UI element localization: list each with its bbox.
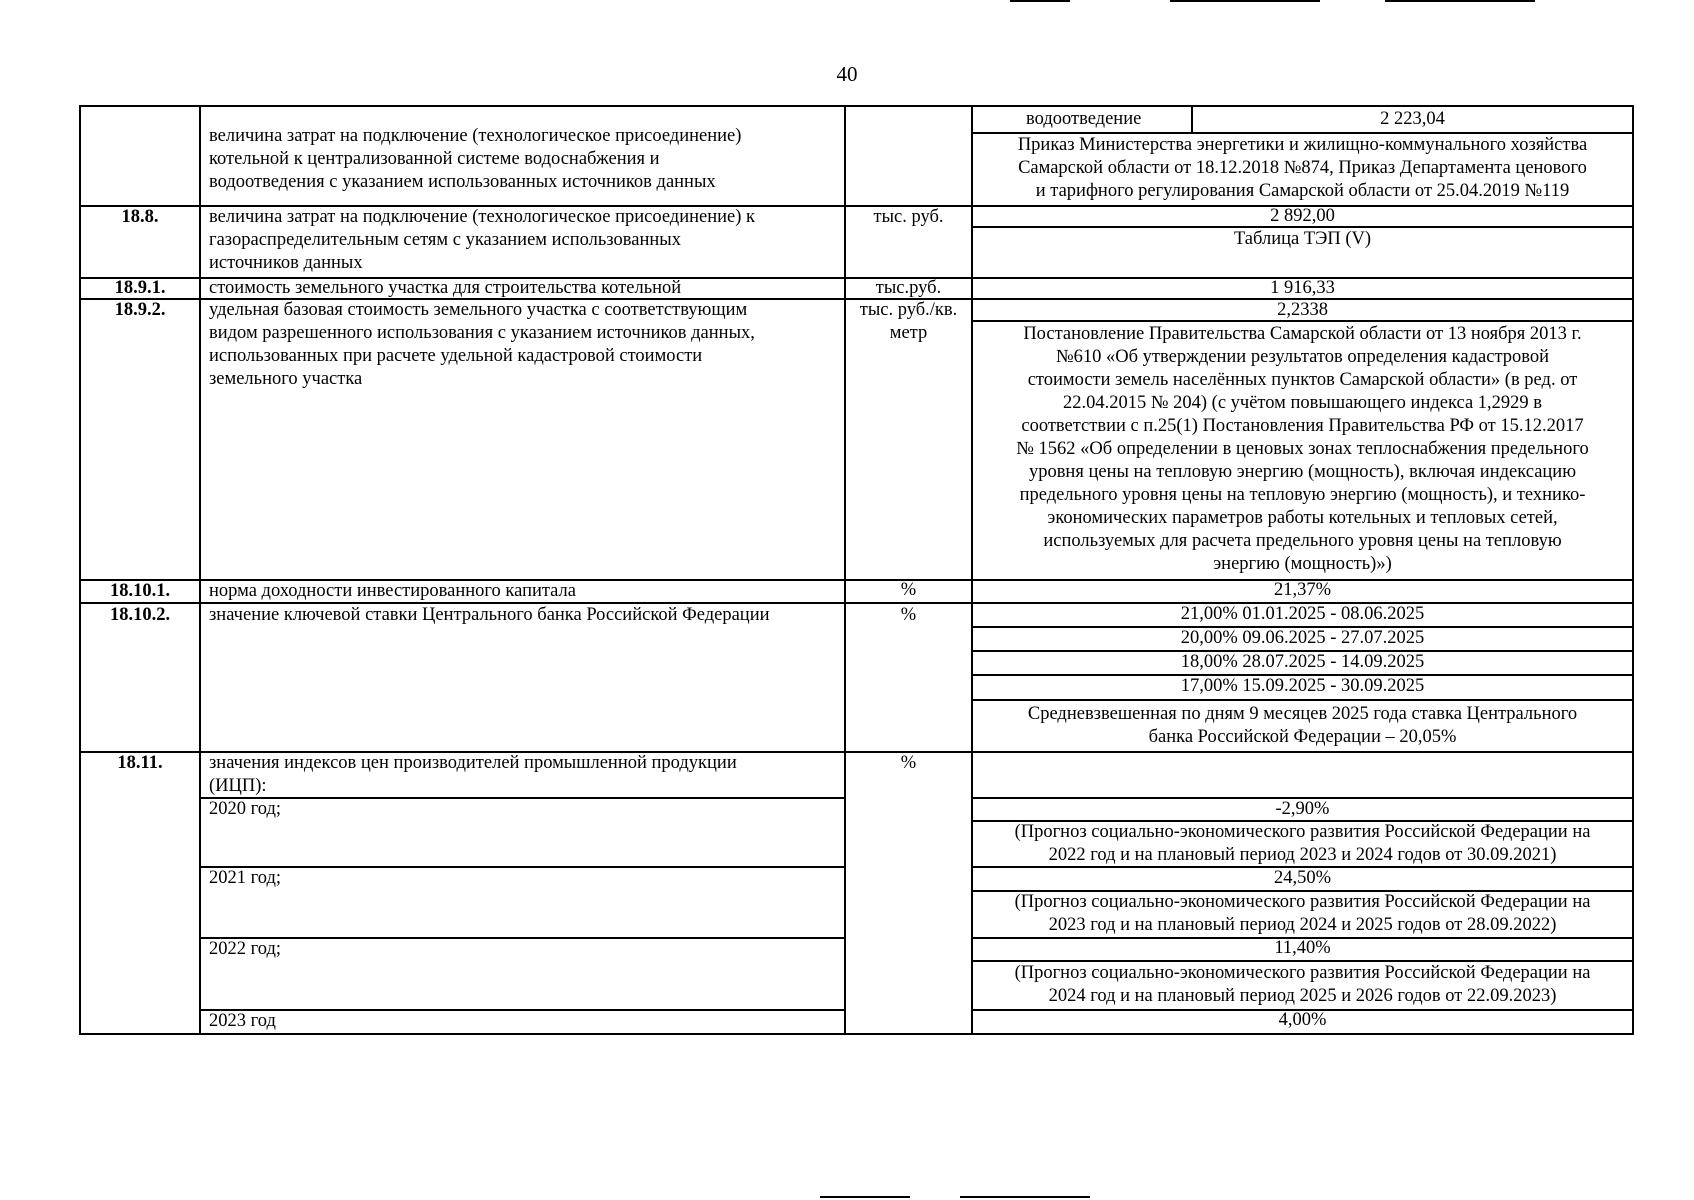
cell-separator [199,937,844,939]
unit: % [900,580,917,600]
year-value: 4,00% [1278,1010,1327,1030]
row-description: использованных при расчете удельной кадастровой стоимости [209,346,703,366]
source-text: и тарифного регулирования Самарской области от 25.04.2019 №119 [1035,181,1570,201]
scan-artifact [1010,0,1070,2]
source-text: уровня цены на тепловую энергию (мощность), включая индексацию [1028,462,1577,482]
unit: тыс. руб. [873,207,944,227]
row-description: видом разрешенного использования с указанием источников данных, [209,323,755,343]
rate-summary: банка Российской Федерации – 20,05% [1148,727,1457,747]
source-text: Приказ Министерства энергетики и жилищно-коммунального хозяйства [1017,135,1588,155]
row-description: водоотведения с указанием использованных источников данных [209,172,716,192]
source-text: стоимости земель населённых пунктов Самарской области» (в ред. от [1027,370,1578,390]
rate-value: 20,00% 09.06.2025 - 27.07.2025 [1180,628,1425,648]
row-number: 18.11. [117,753,163,773]
row-description: газораспределительным сетям с указанием использованных [209,230,681,250]
unit: % [900,753,917,773]
scan-artifact [960,1196,1090,1198]
cell-separator [199,797,844,799]
row-description: котельной к централизованной системе водоснабжения и [209,149,660,169]
row-description: значение ключевой ставки Центрального банка Российской Федерации [209,605,770,625]
row-description: удельная базовая стоимость земельного участка с соответствующим [209,300,748,320]
year-label: 2022 год; [209,939,282,959]
rate-value: 17,00% 15.09.2025 - 30.09.2025 [1180,676,1425,696]
source-text: экономических параметров работы котельных и тепловых сетей, [1047,508,1558,528]
year-source: (Прогноз социально-экономического развития Российской Федерации на [1014,963,1591,983]
source-text: используемых для расчета предельного уровня цены на тепловую [1043,531,1562,551]
unit: тыс. руб./кв. [859,300,958,320]
source-text: № 1562 «Об определении в ценовых зонах теплоснабжения предельного [1016,439,1589,459]
value: 2 892,00 [1270,206,1335,226]
year-value: 24,50% [1273,868,1332,888]
scan-artifact [1385,0,1535,2]
year-source: (Прогноз социально-экономического развития Российской Федерации на [1014,822,1591,842]
source-text: энергию (мощность)») [1213,554,1392,574]
year-value: 11,40% [1274,938,1331,958]
row-number: 18.9.2. [114,300,166,320]
rate-summary: Средневзвешенная по дням 9 месяцев 2025 года ставка Центрального [1027,704,1578,724]
source-text: Постановление Правительства Самарской области от 13 ноября 2013 г. [1023,324,1582,344]
value: 2,2338 [1277,300,1328,320]
source-text: Самарской области от 18.12.2018 №874, Приказ Департамента ценового [1018,158,1587,178]
column-divider [844,107,846,1033]
row-description: значения индексов цен производителей промышленной продукции [209,753,737,773]
row-description: земельного участка [209,369,363,389]
row-description: (ИЦП): [209,776,267,796]
row-description: величина затрат на подключение (технологическое присоединение) к [209,207,756,227]
year-value: -2,90% [1275,799,1330,819]
row-number: 18.8. [121,207,159,227]
year-source: 2024 год и на плановый период 2025 и 2026 годов от 22.09.2023) [1048,986,1557,1006]
source-text: предельного уровня цены на тепловую энергию (мощность), и технико- [1019,485,1586,505]
source-text: 22.04.2015 № 204) (с учётом повышающего индекса 1,2929 в [1062,393,1543,413]
column-divider [199,107,201,1033]
unit: метр [889,323,928,343]
data-table [79,105,1634,1035]
unit: % [900,605,917,625]
row-description: норма доходности инвестированного капитала [209,581,577,601]
value: 21,37% [1273,580,1332,600]
year-label: 2023 год [209,1011,276,1031]
year-label: 2021 год; [209,868,282,888]
unit: тыс.руб. [875,278,942,298]
year-source: 2022 год и на плановый период 2023 и 2024 годов от 30.09.2021) [1048,845,1557,865]
source-text: соответствии с п.25(1) Постановления Правительства РФ от 15.12.2017 [1021,416,1584,436]
sub-value: 2 223,04 [1380,109,1445,129]
page-number: 40 [836,62,858,86]
scan-artifact [820,1196,910,1198]
row-description: источников данных [209,253,363,273]
row-number: 18.10.1. [109,581,171,601]
cell-separator [199,1009,844,1011]
row-description: величина затрат на подключение (технологическое присоединение) [209,126,742,146]
row-number: 18.9.1. [114,278,166,298]
sub-label: водоотведение [1026,109,1142,129]
source-text: №610 «Об утверждении результатов определения кадастровой [1055,347,1550,367]
cell-separator [199,866,844,868]
row-description: стоимость земельного участка для строительства котельной [209,278,682,298]
value: 1 916,33 [1270,278,1335,298]
row-number: 18.10.2. [109,605,171,625]
year-label: 2020 год; [209,799,282,819]
rate-value: 18,00% 28.07.2025 - 14.09.2025 [1180,652,1425,672]
source-text: Таблица ТЭП (V) [1233,229,1372,249]
year-source: 2023 год и на плановый период 2024 и 2025 годов от 28.09.2022) [1048,915,1557,935]
year-source: (Прогноз социально-экономического развития Российской Федерации на [1014,892,1591,912]
cell-separator [971,699,1632,701]
scan-artifact [1170,0,1320,2]
rate-value: 21,00% 01.01.2025 - 08.06.2025 [1180,604,1425,624]
